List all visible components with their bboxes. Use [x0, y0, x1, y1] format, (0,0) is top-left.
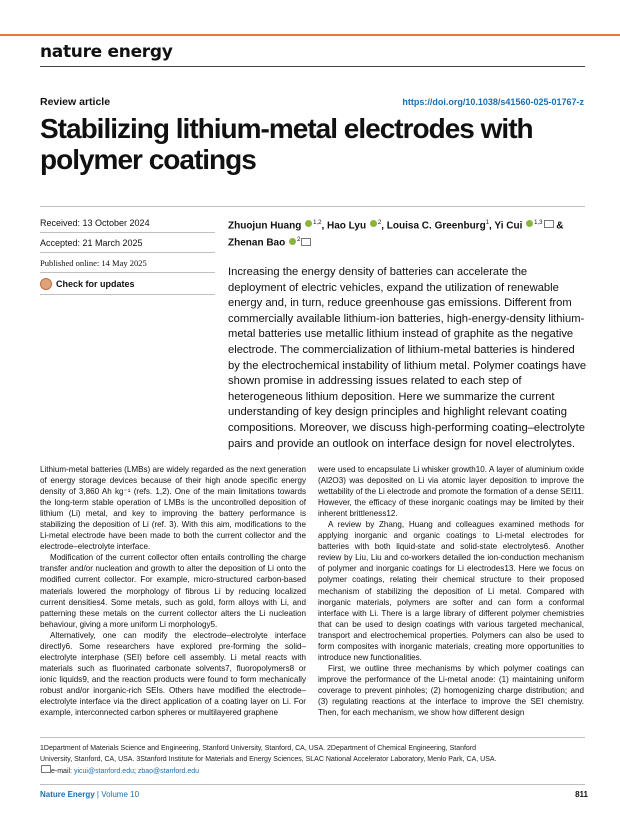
- page-footer: Nature Energy | Volume 10 811: [40, 790, 588, 799]
- orcid-icon[interactable]: [526, 220, 533, 227]
- body-paragraph: Modification of the current collector often entails controlling the charge transfer and/or nucleation and growth to alter the deposition of Li onto the modified current collector. For example, micro-structured carbon-based materials lowered the morphology of fibrous Li by reducing localized current densities4. Some metals, such as gold, form alloys with Li, and patterning these metals on the current collector alters the Li nucleation behaviour, giving a more uniform Li morphology5.: [40, 553, 306, 629]
- doi-link[interactable]: https://doi.org/10.1038/s41560-025-01767-z: [402, 97, 584, 107]
- author-name[interactable]: Hao Lyu: [327, 220, 367, 232]
- title-divider: [40, 206, 585, 207]
- email-link[interactable]: yicui@stanford.edu: [73, 768, 134, 775]
- envelope-icon: [41, 765, 51, 773]
- author-affiliation: 2: [297, 237, 301, 244]
- body-column-left: [40, 464, 306, 718]
- dates-divider: [40, 272, 215, 273]
- footer-journal: Nature Energy: [40, 790, 95, 799]
- author-affiliation: 1,3: [534, 220, 543, 226]
- brand-accent-bar: [0, 34, 620, 36]
- journal-name: nature energy: [40, 42, 173, 62]
- footer-divider: [40, 784, 585, 785]
- article-type: Review article: [40, 96, 111, 108]
- check-for-updates-button[interactable]: [40, 278, 135, 290]
- body-paragraph: A review by Zhang, Huang and colleagues examined methods for applying inorganic and organic coatings to Li-metal electrodes for batteries with both liquid-state and solid-state electrolytes6. Another review by Liu, Liu and co-workers detailed the ion-conduction mechanism of polymer and inorganic coatings for Li electrodes13. Here we focus on polymer coatings, relating their chemical structure to their proposed mechanism of stabilizing the deposition of Li metal. Compared with inorganic materials, polymers are softer and can form a conformal interface with Li. There is a large library of different polymer chemistries that can be used to design coatings with various targeted mechanical, transport and electrochemical properties. Polymers can also be used to form composites with inorganic materials, creating more opportunities to introduce new functionalities.: [318, 520, 584, 662]
- received-date: Received: 13 October 2024: [40, 218, 150, 228]
- dates-divider: [40, 294, 215, 295]
- accepted-date: Accepted: 21 March 2025: [40, 238, 143, 248]
- check-updates-label: Check for updates: [56, 279, 135, 289]
- email-prefix: e-mail:: [51, 768, 74, 775]
- orcid-icon[interactable]: [289, 238, 296, 245]
- page-number: 811: [575, 790, 588, 799]
- footer-volume: Volume 10: [101, 790, 140, 799]
- affiliation-line: 1Department of Materials Science and Engineering, Stanford University, Stanford, CA, USA. 2Department of Chemical Engineering, Stanford: [40, 745, 477, 752]
- published-date: Published online: 14 May 2025: [40, 258, 147, 268]
- envelope-icon[interactable]: [544, 220, 554, 228]
- affiliation-line: University, Stanford, CA, USA. 3Stanford Institute for Materials and Energy Sciences, SLAC National Accelerator Laboratory, Menlo Park, CA, USA.: [40, 756, 497, 763]
- author-affiliation: 1: [485, 220, 490, 226]
- author-affiliation: 1,2: [313, 220, 322, 226]
- email-link[interactable]: zbao@stanford.edu: [137, 768, 200, 775]
- author-affiliation: 2: [377, 220, 382, 226]
- header-divider: [40, 66, 585, 67]
- abstract: Increasing the energy density of batteries can accelerate the deployment of electric vehicles, expand the utilization of renewable energy and, in turn, reduce greenhouse gas emissions. Different from commercially available lithium-ion batteries, high-energy-density lithium-metal batteries use metallic lithium instead of graphite as the negative electrode. The commercialization of lithium-metal batteries is hindered by the electrochemical instability of lithium metal. Polymer coatings have shown promise in addressing issues related to each step of heterogeneous lithium deposition. Here we summarize the current understanding of key design principles and highlight relevant coating compositions. Moreover, we discuss high-performing coating–electrolyte pairs and provide an outlook on interface design for novel electrolytes.: [228, 266, 587, 450]
- orcid-icon[interactable]: [370, 220, 377, 227]
- author-name[interactable]: Zhenan Bao: [228, 237, 286, 249]
- body-column-right: [318, 464, 584, 718]
- body-paragraph: Alternatively, one can modify the electrode–electrolyte interface directly6. Some researchers have explored pre-forming the solid–electrolyte interphase (SEI) before cell assembly. Li metal reacts with materials such as fluorinated carbonate solvents7, fluoropolymers8 or ionic liquids9, and the reaction products were found to form mechanically robust and/or inorganic-rich SEIs. Others have modified the electrode–electrolyte interface via the direct application of a coating layer on Li. For example, interconnected carbon spheres or multilayered graphene: [40, 630, 306, 718]
- article-title: Stabilizing lithium-metal electrodes with polymer coatings: [40, 113, 533, 175]
- dates-divider: [40, 232, 215, 233]
- body-paragraph: First, we outline three mechanisms by which polymer coatings can improve the performance of the Li-metal anode: (1) maintaining uniform coverage to prevent pinholes; (2) homogenizing charge distribution; and (3) regulating reactions at the interface to improve the SEI chemistry. Then, for each mechanism, we show how different design: [318, 663, 584, 718]
- check-updates-icon: [40, 278, 52, 290]
- dates-divider: [40, 252, 215, 253]
- author-name[interactable]: Yi Cui: [494, 220, 523, 232]
- body-paragraph: were used to encapsulate Li whisker growth10. A layer of aluminium oxide (Al2O3) was deposited on Li via atomic layer deposition to improve the wettability of the Li electrode and promote the formation of a dense SEI11. However, the efficacy of these inorganic coatings may be limited by their inherent brittleness12.: [318, 465, 584, 519]
- affiliations-footnote: [40, 743, 588, 777]
- body-paragraph: Lithium-metal batteries (LMBs) are widely regarded as the next generation of energy storage devices because of their high anode specific energy density of 3,860 Ah kg⁻¹ (refs. 1,2). One of the main limitations towards the long-term stable operation of LMBs is the uncontrolled deposition of lithium (Li) metal, and key to improving the battery performance is stabilizing the deposition of Li (ref. 3). With this aim, modifications to the Li-metal electrode have been made to both the current collector and the electrode–electrolyte interface.: [40, 465, 306, 552]
- author-list: Zhuojun Huang $^{1,2}$, Hao Lyu $^2$, Louisa C. Greenburg$^1$, Yi Cui $^{1,3}$ & Zhenan Bao $^2$: [228, 220, 564, 249]
- contact-line: e-mail: yicui@stanford.edu; zbao@stanford.edu: [40, 765, 588, 777]
- orcid-icon[interactable]: [305, 220, 312, 227]
- author-name[interactable]: Louisa C. Greenburg: [386, 220, 486, 232]
- envelope-icon[interactable]: [301, 238, 311, 246]
- footnote-divider: [40, 737, 585, 738]
- author-name[interactable]: Zhuojun Huang: [228, 220, 302, 232]
